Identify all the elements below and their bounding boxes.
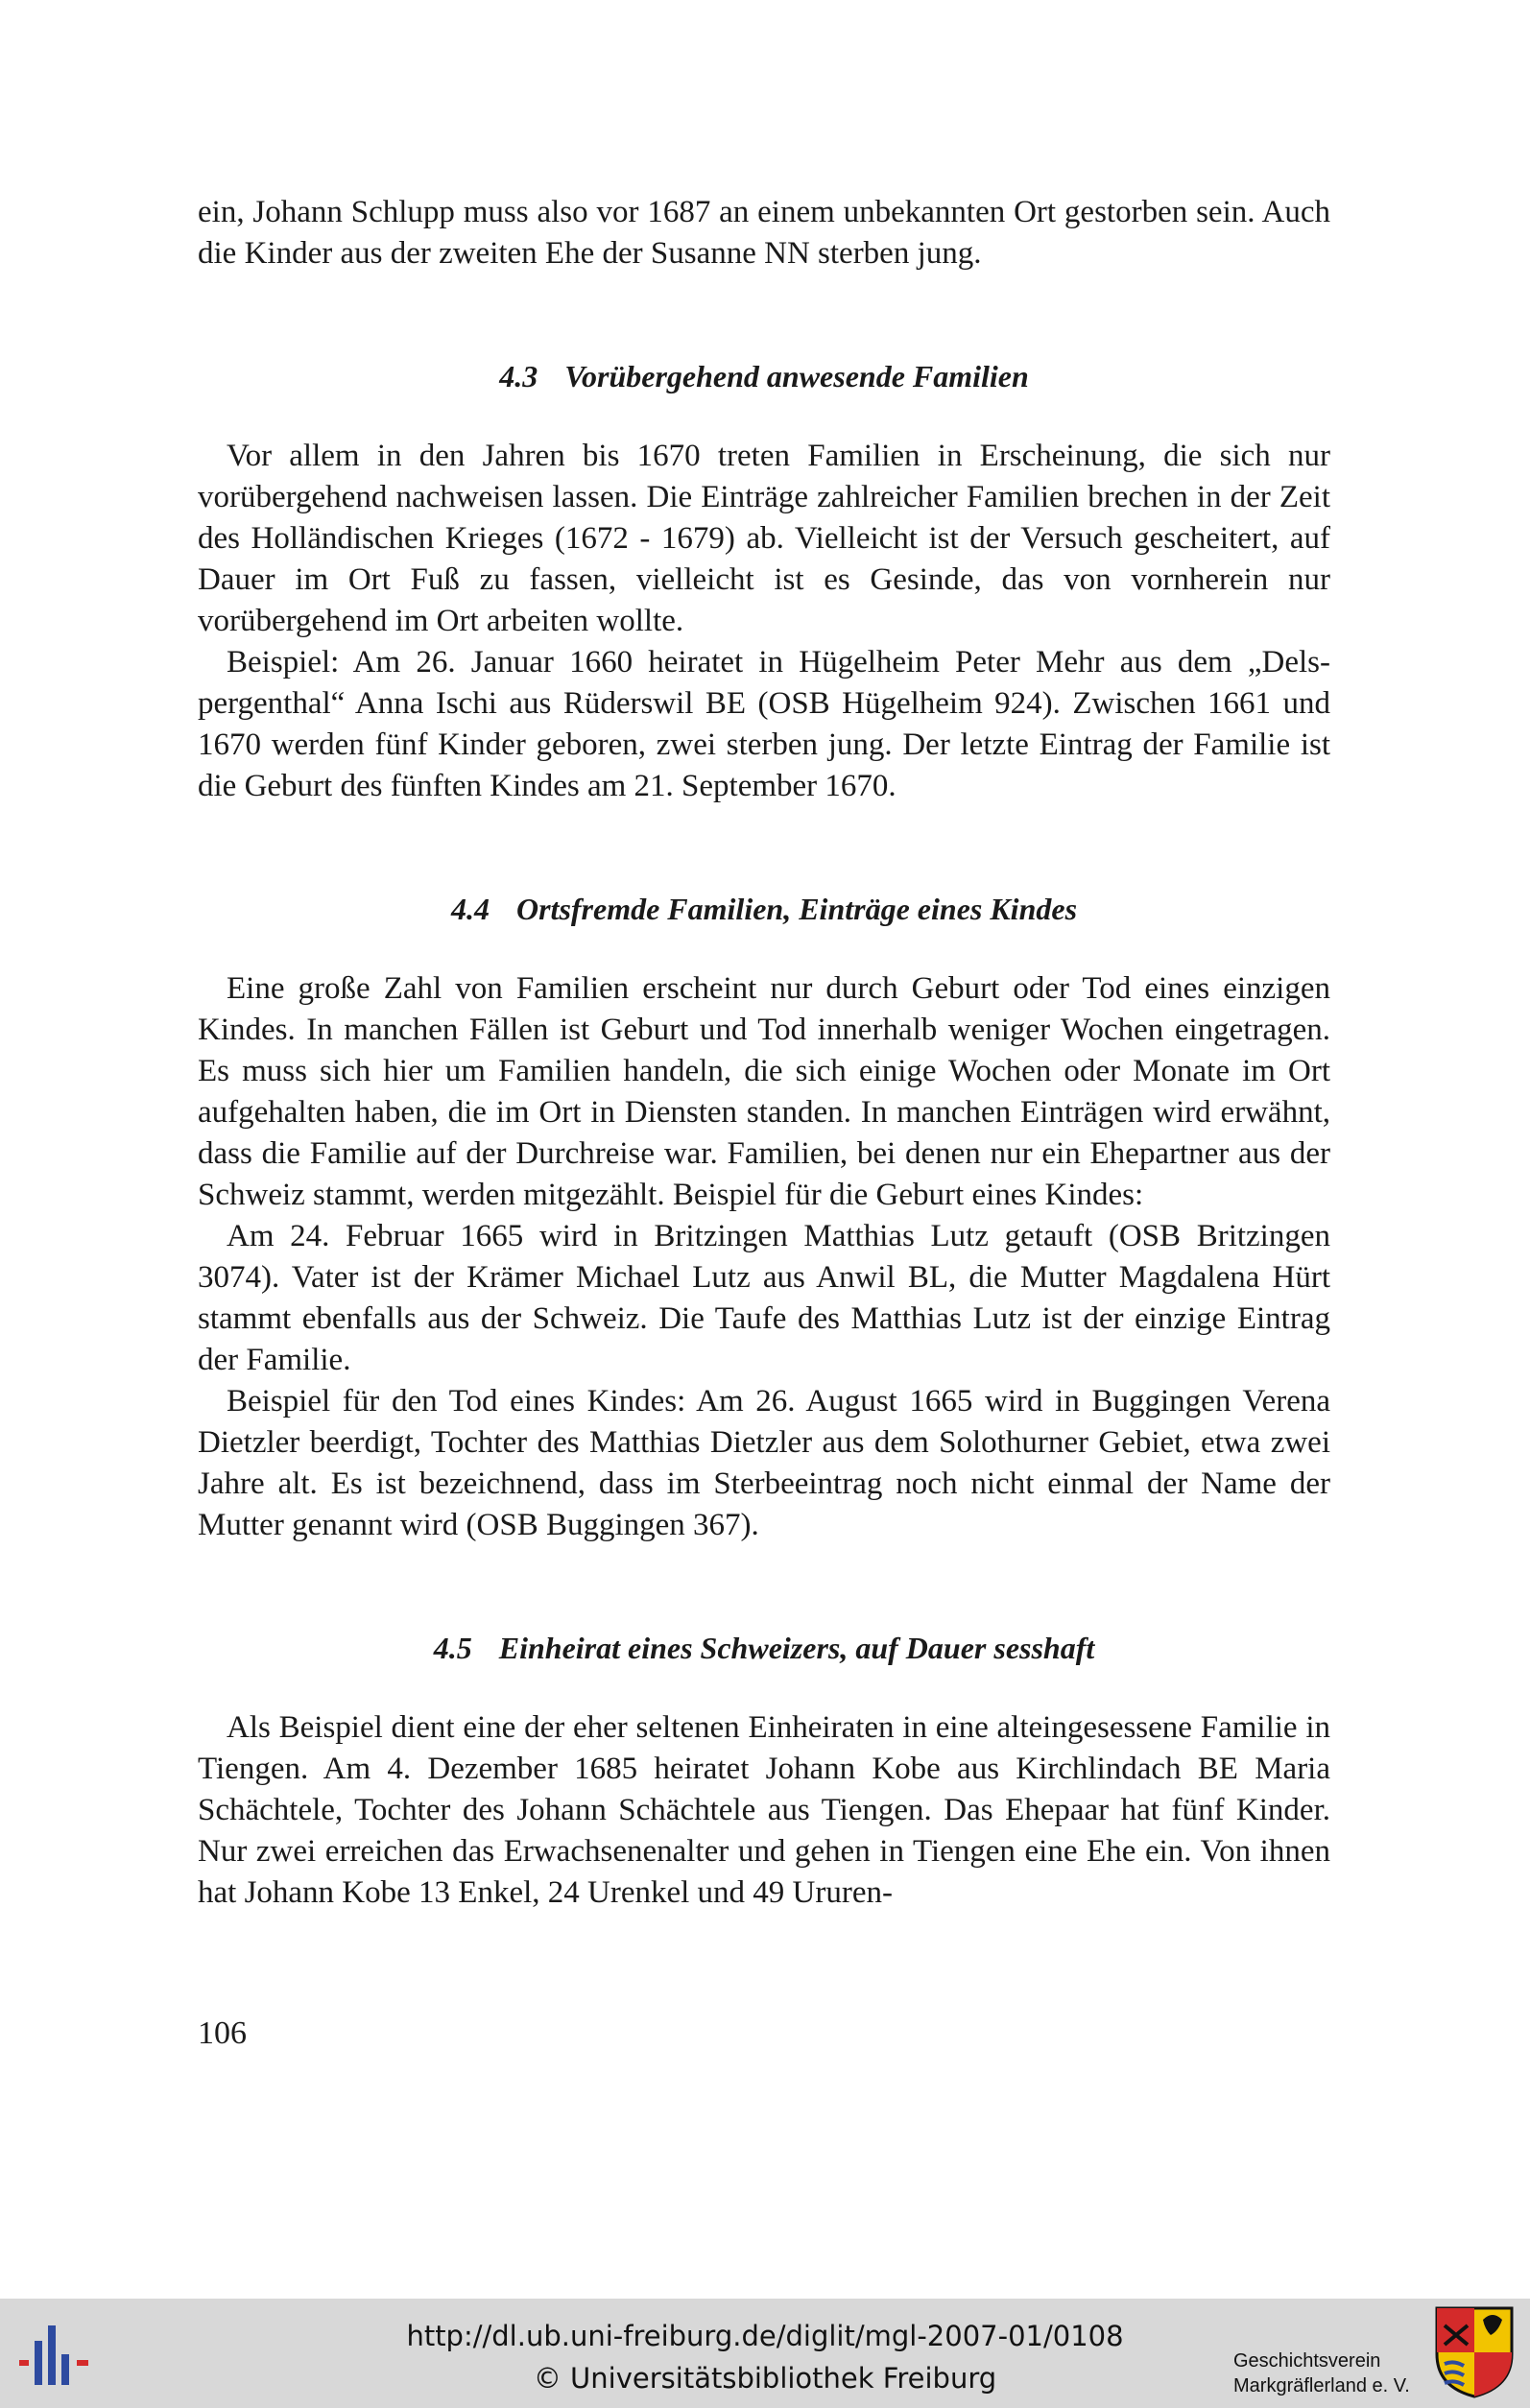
section-number: 4.5 [433, 1631, 472, 1665]
section-title: Einheirat eines Schweizers, auf Dauer sesshaft [498, 1631, 1095, 1665]
section-title: Ortsfremde Familien, Einträge eines Kindes [515, 892, 1078, 926]
paragraph: Vor allem in den Jahren bis 1670 treten Familien in Erscheinung, die sich nur vorübergehend nachweisen lassen. Die Einträge zahlreicher Familien brechen in der Zeit des Holländischen Krieges (1672 - 1679) ab. Vielleicht ist der Versuch gescheitert, auf Dauer im Ort Fuß zu fassen, vielleicht ist es Gesinde, das von vornherein nur vorübergehend im Ort arbeiten wollte. [198, 439, 1330, 638]
paragraph: Beispiel: Am 26. Januar 1660 heiratet in Hügelheim Peter Mehr aus dem „Delspergenthal“ Anna Ischi aus Rüderswil BE (OSB Hügelheim 924). Zwischen 1661 und 1670 werden fünf Kinder geboren, zwei sterben jung. Der letzte Eintrag der Familie ist die Geburt des fünften Kindes am 21. September 1670. [198, 645, 1330, 803]
page-body [198, 192, 1330, 1914]
coat-of-arms-icon [1435, 2306, 1514, 2398]
society-name-line2: Markgräflerland e. V. [1233, 2375, 1410, 2396]
section-title: Vorübergehend anwesende Familien [564, 359, 1029, 393]
section-heading [198, 888, 1330, 930]
paragraph: Beispiel für den Tod eines Kindes: Am 26. August 1665 wird in Buggingen Verena Dietzler beerdigt, Tochter des Matthias Dietzler aus dem Solothurner Gebiet, etwa zwei Jahre alt. Es ist bezeichnend, dass im Sterbeeintrag noch nicht einmal der Name der Mutter genannt wird (OSB Buggingen 367). [198, 1384, 1330, 1542]
copyright-text: © Universitätsbibliothek Freiburg [533, 2362, 997, 2395]
section-number: 4.3 [499, 359, 538, 393]
page-number: 106 [198, 2015, 247, 2051]
society-name [1233, 2348, 1410, 2398]
paragraph: Als Beispiel dient eine der eher seltenen Einheiraten in eine alteingesessene Familie in Tiengen. Am 4. Dezember 1685 heiratet Johann Kobe aus Kirchlindach BE Maria Schächtele, Tochter des Johann Schächtele aus Tiengen. Das Ehepaar hat fünf Kinder. Nur zwei erreichen das Erwachsenenalter und gehen in Tiengen eine Ehe ein. Von ihnen hat Johann Kobe 13 Enkel, 24 Urenkel und 49 Ururen- [198, 1710, 1330, 1910]
section-heading [198, 1627, 1330, 1669]
section-heading [198, 355, 1330, 397]
section-number: 4.4 [450, 892, 490, 926]
source-url-link[interactable]: http://dl.ub.uni-freiburg.de/diglit/mgl-2007-01/0108 [406, 2320, 1124, 2352]
footer-bar [0, 2299, 1530, 2408]
paragraph: ein, Johann Schlupp muss also vor 1687 an einem unbekannten Ort gestorben sein. Auch die Kinder aus der zweiten Ehe der Susanne NN sterben jung. [198, 195, 1330, 271]
paragraph: Eine große Zahl von Familien erscheint nur durch Geburt oder Tod eines einzigen Kindes. In manchen Fällen ist Geburt und Tod innerhalb weniger Wochen eingetragen. Es muss sich hier um Familien handeln, die sich einige Wochen oder Monate im Ort aufgehalten haben, die im Ort in Diensten standen. In manchen Einträgen wird erwähnt, dass die Familie auf der Durchreise war. Familien, bei denen nur ein Ehepartner aus der Schweiz stammt, werden mitgezählt. Beispiel für die Geburt eines Kindes: [198, 971, 1330, 1212]
paragraph: Am 24. Februar 1665 wird in Britzingen Matthias Lutz getauft (OSB Britzingen 3074). Vater ist der Krämer Michael Lutz aus Anwil BL, die Mutter Magdalena Hürt stammt ebenfalls aus der Schweiz. Die Taufe des Matthias Lutz ist der einzige Eintrag der Familie. [198, 1219, 1330, 1377]
society-name-line1: Geschichtsverein [1233, 2350, 1381, 2372]
